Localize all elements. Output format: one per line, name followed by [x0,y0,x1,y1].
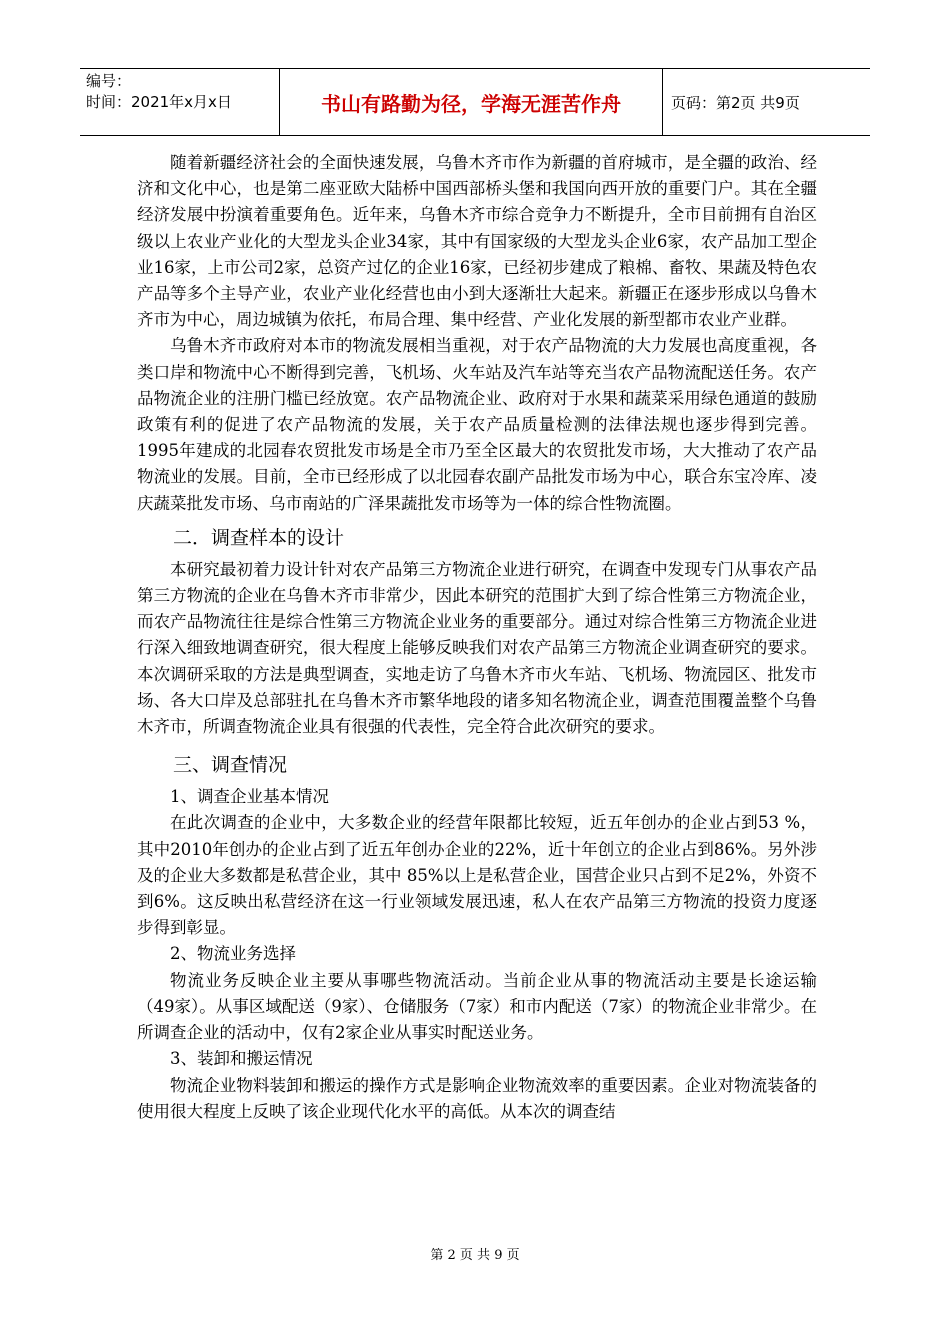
paragraph: 本研究最初着力设计针对农产品第三方物流企业进行研究，在调查中发现专门从事农产品第三方物流的企业在乌鲁木齐市非常少，因此本研究的范围扩大到了综合性第三方物流企业，而农产品物流往往是综合性第三方物流企业业务的重要部分。通过对综合性第三方物流企业进行深入细致地调查研究，很大程度上能够反映我们对农产品第三方物流企业调查研究的要求。本次调研采取的方法是典型调查，实地走访了乌鲁木齐市火车站、飞机场、物流园区、批发市场、各大口岸及总部驻扎在乌鲁木齐市繁华地段的诸多知名物流企业，调查范围覆盖整个乌鲁木齐市，所调查物流企业具有很强的代表性，完全符合此次研究的要求。 [137,559,817,737]
document-body [137,150,817,1125]
paragraph: 随着新疆经济社会的全面快速发展，乌鲁木齐市作为新疆的首府城市，是全疆的政治、经济和文化中心，也是第二座亚欧大陆桥中国西部桥头堡和我国向西开放的重要门户。其在全疆经济发展中扮演着重要角色。近年来，乌鲁木齐市综合竞争力不断提升，全市目前拥有自治区级以上农业产业化的大型龙头企业34家，其中有国家级的大型龙头企业6家，农产品加工型企业16家，上市公司2家，总资产过亿的企业16家，已经初步建成了粮棉、畜牧、果蔬及特色农产品等多个主导产业，农业产业化经营也由小到大逐渐壮大起来。新疆正在逐步形成以乌鲁木齐市为中心，周边城镇为依托，布局合理、集中经营、产业化发展的新型都市农业产业群。 [137,153,817,330]
header-motto: 书山有路勤为径，学海无涯苦作舟 [280,69,663,135]
doc-time-label: 时间：2021年x月x日 [86,93,232,111]
header-meta [80,69,280,135]
section-heading: 二．调查样本的设计 [173,526,345,549]
subsection-heading: 1、调查企业基本情况 [170,787,329,807]
page-footer: 第 2 页 共 9 页 [430,1248,520,1263]
paragraph: 物流企业物料装卸和搬运的操作方式是影响企业物流效率的重要因素。企业对物流装备的使用很大程度上反映了该企业现代化水平的高低。从本次的调查结 [137,1075,817,1121]
header-page-number: 页码：第2页 共9页 [671,93,800,112]
paragraph: 物流业务反映企业主要从事哪些物流活动。当前企业从事的物流活动主要是长途运输（49家）。从事区域配送（9家）、仓储服务（7家）和市内配送（7家）的物流企业非常少。在所调查企业的活动中，仅有2家企业从事实时配送业务。 [137,970,817,1043]
subsection-heading: 2、物流业务选择 [170,944,296,964]
doc-number-label: 编号： [86,72,132,90]
paragraph: 在此次调查的企业中，大多数企业的经营年限都比较短，近五年创办的企业占到53 %，其中2010年创办的企业占到了近五年创办企业的22%，近十年创立的企业占到86%。另外涉及的企业大多数都是私营企业，其中 85%以上是私营企业，国营企业只占到不足2%，外资不到6%。这反映出私营经济在这一行业领域发展迅速，私人在农产品第三方物流的投资力度逐步得到彰显。 [137,813,817,938]
page-header [80,68,870,136]
subsection-heading: 3、装卸和搬运情况 [170,1049,313,1069]
paragraph: 乌鲁木齐市政府对本市的物流发展相当重视，对于农产品物流的大力发展也高度重视，各类口岸和物流中心不断得到完善，飞机场、火车站及汽车站等充当农产品物流配送任务。农产品物流企业的注册门槛已经放宽。农产品物流企业、政府对于水果和蔬菜采用绿色通道的鼓励政策有利的促进了农产品物流的发展，关于农产品质量检测的法律法规也逐步得到完善。1995年建成的北园春农贸批发市场是全市乃至全区最大的农贸批发市场，大大推动了农产品物流业的发展。目前，全市已经形成了以北园春农副产品批发市场为中心，联合东宝冷库、凌庆蔬菜批发市场、乌市南站的广泽果蔬批发市场等为一体的综合性物流圈。 [137,336,817,513]
section-heading: 三、调查情况 [173,754,288,777]
